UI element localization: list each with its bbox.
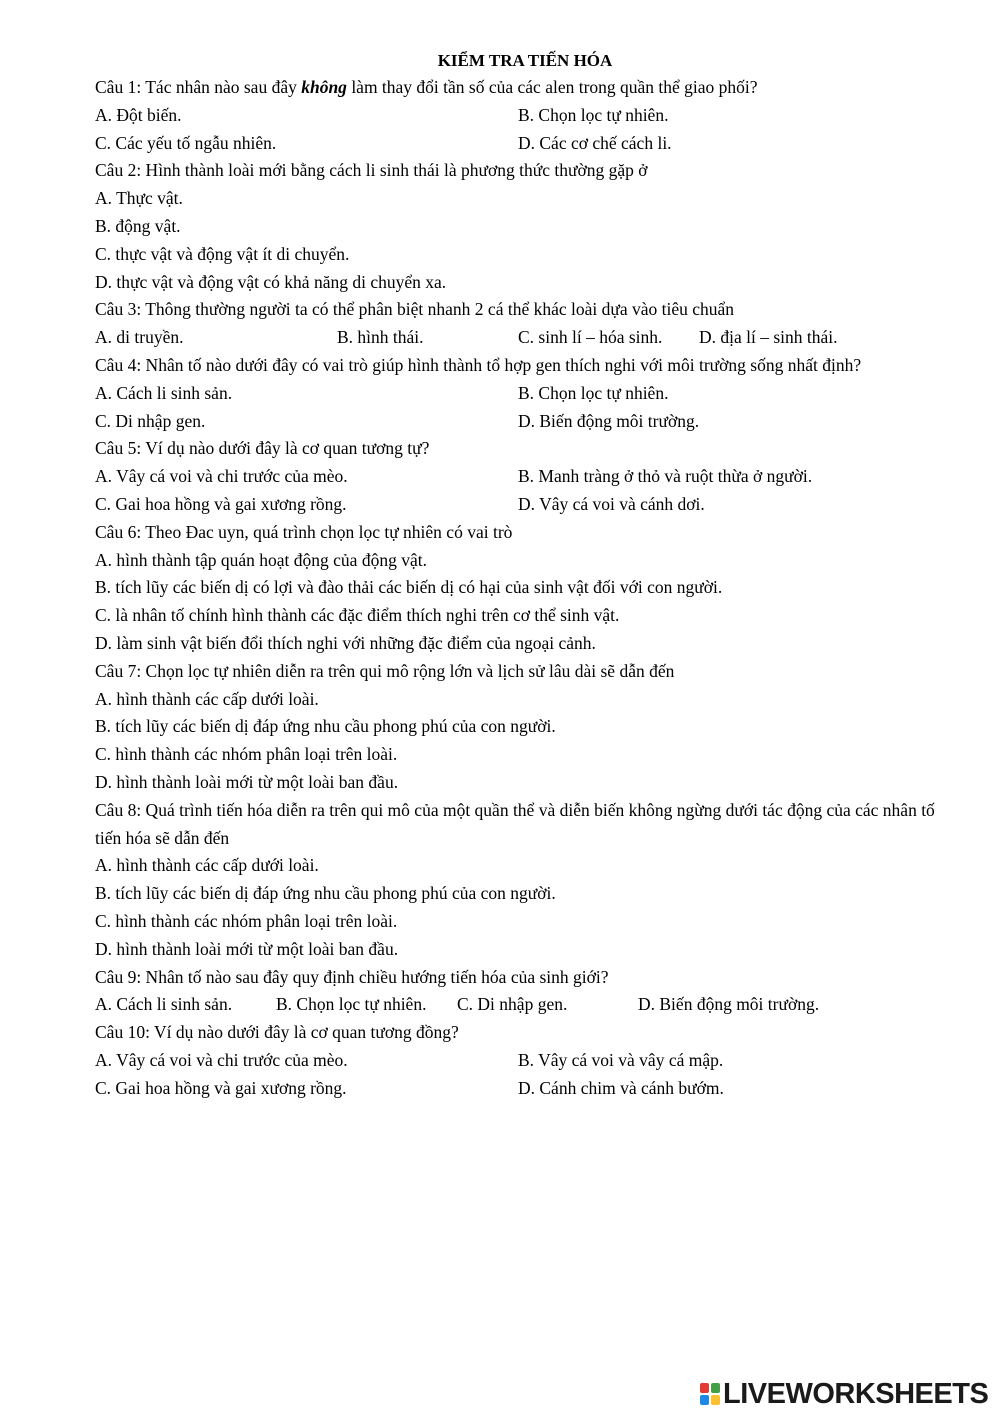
question-5: Câu 5: Ví dụ nào dưới đây là cơ quan tương tự? xyxy=(95,438,430,459)
answer-option-a: A. Vây cá voi và chi trước của mèo. xyxy=(95,466,348,487)
answer-option-a: A. Cách li sinh sản. xyxy=(95,382,233,403)
answer-option-d: D. Cánh chim và cánh bướm. xyxy=(518,1077,724,1098)
answer-option-b: B. tích lũy các biến dị có lợi và đào thải các biến dị có hại của sinh vật đối với con người. xyxy=(95,577,723,598)
answer-option-b: B. Chọn lọc tự nhiên. xyxy=(518,382,669,403)
answer-option-d: D. hình thành loài mới từ một loài ban đầu. xyxy=(95,938,399,959)
answer-option-b: B. Vây cá voi và vây cá mập. xyxy=(518,1049,724,1070)
answer-option-b: B. Chọn lọc tự nhiên. xyxy=(518,104,669,125)
question-8: Câu 8: Quá trình tiến hóa diễn ra trên qui mô của một quần thể và diễn biến không ngừng dưới tác động của các nhân tố tiến hóa sẽ dẫn đến xyxy=(95,799,935,848)
answer-row xyxy=(95,1075,955,1103)
answer-row xyxy=(95,463,955,491)
question-7: Câu 7: Chọn lọc tự nhiên diễn ra trên qui mô rộng lớn và lịch sử lâu dài sẽ dẫn đến xyxy=(95,660,675,681)
answer-option-a: A. di truyền. xyxy=(95,327,184,348)
question-3: Câu 3: Thông thường người ta có thể phân biệt nhanh 2 cá thể khác loài dựa vào tiêu chuẩn xyxy=(95,299,735,320)
question-text: làm thay đổi tần số của các alen trong quần thể giao phối? xyxy=(346,77,758,97)
answer-row xyxy=(95,380,955,408)
answer-row xyxy=(95,1047,955,1075)
answer-option-a: A. Đột biến. xyxy=(95,104,182,125)
answer-row xyxy=(95,102,955,130)
answer-option-a: A. hình thành tập quán hoạt động của động vật. xyxy=(95,549,427,570)
answer-row xyxy=(95,324,955,352)
question-4: Câu 4: Nhân tố nào dưới đây có vai trò giúp hình thành tổ hợp gen thích nghi với môi trường sống nhất định? xyxy=(95,354,862,375)
question-2: Câu 2: Hình thành loài mới bằng cách li sinh thái là phương thức thường gặp ở xyxy=(95,160,648,181)
answer-option-d: D. Biến động môi trường. xyxy=(638,994,820,1015)
answer-option-d: D. Các cơ chế cách li. xyxy=(518,132,672,153)
answer-option-d: D. làm sinh vật biến đổi thích nghi với những đặc điểm của ngoại cảnh. xyxy=(95,632,596,653)
answer-option-a: A. Cách li sinh sản. xyxy=(95,994,233,1015)
answer-option-b: B. tích lũy các biến dị đáp ứng nhu cầu phong phú của con người. xyxy=(95,883,556,904)
answer-option-d: D. địa lí – sinh thái. xyxy=(699,327,838,348)
answer-option-b: B. Manh tràng ở thỏ và ruột thừa ở người. xyxy=(518,466,813,487)
answer-option-c: C. Gai hoa hồng và gai xương rồng. xyxy=(95,493,347,514)
question-10: Câu 10: Ví dụ nào dưới đây là cơ quan tương đồng? xyxy=(95,1022,459,1043)
answer-row xyxy=(95,130,955,158)
answer-option-c: C. là nhân tố chính hình thành các đặc điểm thích nghi trên cơ thể sinh vật. xyxy=(95,605,620,626)
answer-option-c: C. Di nhập gen. xyxy=(457,994,568,1015)
answer-option-b: B. hình thái. xyxy=(337,327,424,348)
answer-option-a: A. Vây cá voi và chi trước của mèo. xyxy=(95,1049,348,1070)
answer-option-c: C. Di nhập gen. xyxy=(95,410,206,431)
answer-option-c: C. hình thành các nhóm phân loại trên loài. xyxy=(95,910,398,931)
answer-option-c: C. sinh lí – hóa sinh. xyxy=(518,327,663,348)
liveworksheets-logo-icon xyxy=(700,1383,720,1405)
answer-row xyxy=(95,491,955,519)
answer-option-c: C. Các yếu tố ngẫu nhiên. xyxy=(95,132,277,153)
answer-option-c: C. Gai hoa hồng và gai xương rồng. xyxy=(95,1077,347,1098)
question-text: Câu 1: Tác nhân nào sau đây xyxy=(95,77,302,97)
answer-option-a: A. Thực vật. xyxy=(95,188,183,209)
answer-option-c: C. thực vật và động vật ít di chuyển. xyxy=(95,243,350,264)
page-title: KIỂM TRA TIẾN HÓA xyxy=(437,51,613,70)
question-1 xyxy=(95,74,955,102)
question-keyword: không xyxy=(301,77,347,97)
liveworksheets-logo[interactable] xyxy=(700,1376,988,1412)
question-6: Câu 6: Theo Đac uyn, quá trình chọn lọc tự nhiên có vai trò xyxy=(95,521,513,542)
answer-option-b: B. tích lũy các biến dị đáp ứng nhu cầu phong phú của con người. xyxy=(95,716,556,737)
logo-text: LIVEWORKSHEETS xyxy=(723,1377,989,1410)
answer-option-d: D. hình thành loài mới từ một loài ban đầu. xyxy=(95,771,399,792)
answer-option-d: D. thực vật và động vật có khả năng di chuyển xa. xyxy=(95,271,447,292)
answer-row xyxy=(95,408,955,436)
answer-option-b: B. Chọn lọc tự nhiên. xyxy=(276,994,427,1015)
worksheet-page xyxy=(95,48,955,1102)
answer-option-d: D. Biến động môi trường. xyxy=(518,410,700,431)
answer-option-b: B. động vật. xyxy=(95,215,181,236)
answer-option-a: A. hình thành các cấp dưới loài. xyxy=(95,688,319,709)
question-9: Câu 9: Nhân tố nào sau đây quy định chiều hướng tiến hóa của sinh giới? xyxy=(95,966,609,987)
answer-row xyxy=(95,991,955,1019)
answer-option-a: A. hình thành các cấp dưới loài. xyxy=(95,855,319,876)
answer-option-c: C. hình thành các nhóm phân loại trên loài. xyxy=(95,744,398,765)
answer-option-d: D. Vây cá voi và cánh dơi. xyxy=(518,493,705,514)
